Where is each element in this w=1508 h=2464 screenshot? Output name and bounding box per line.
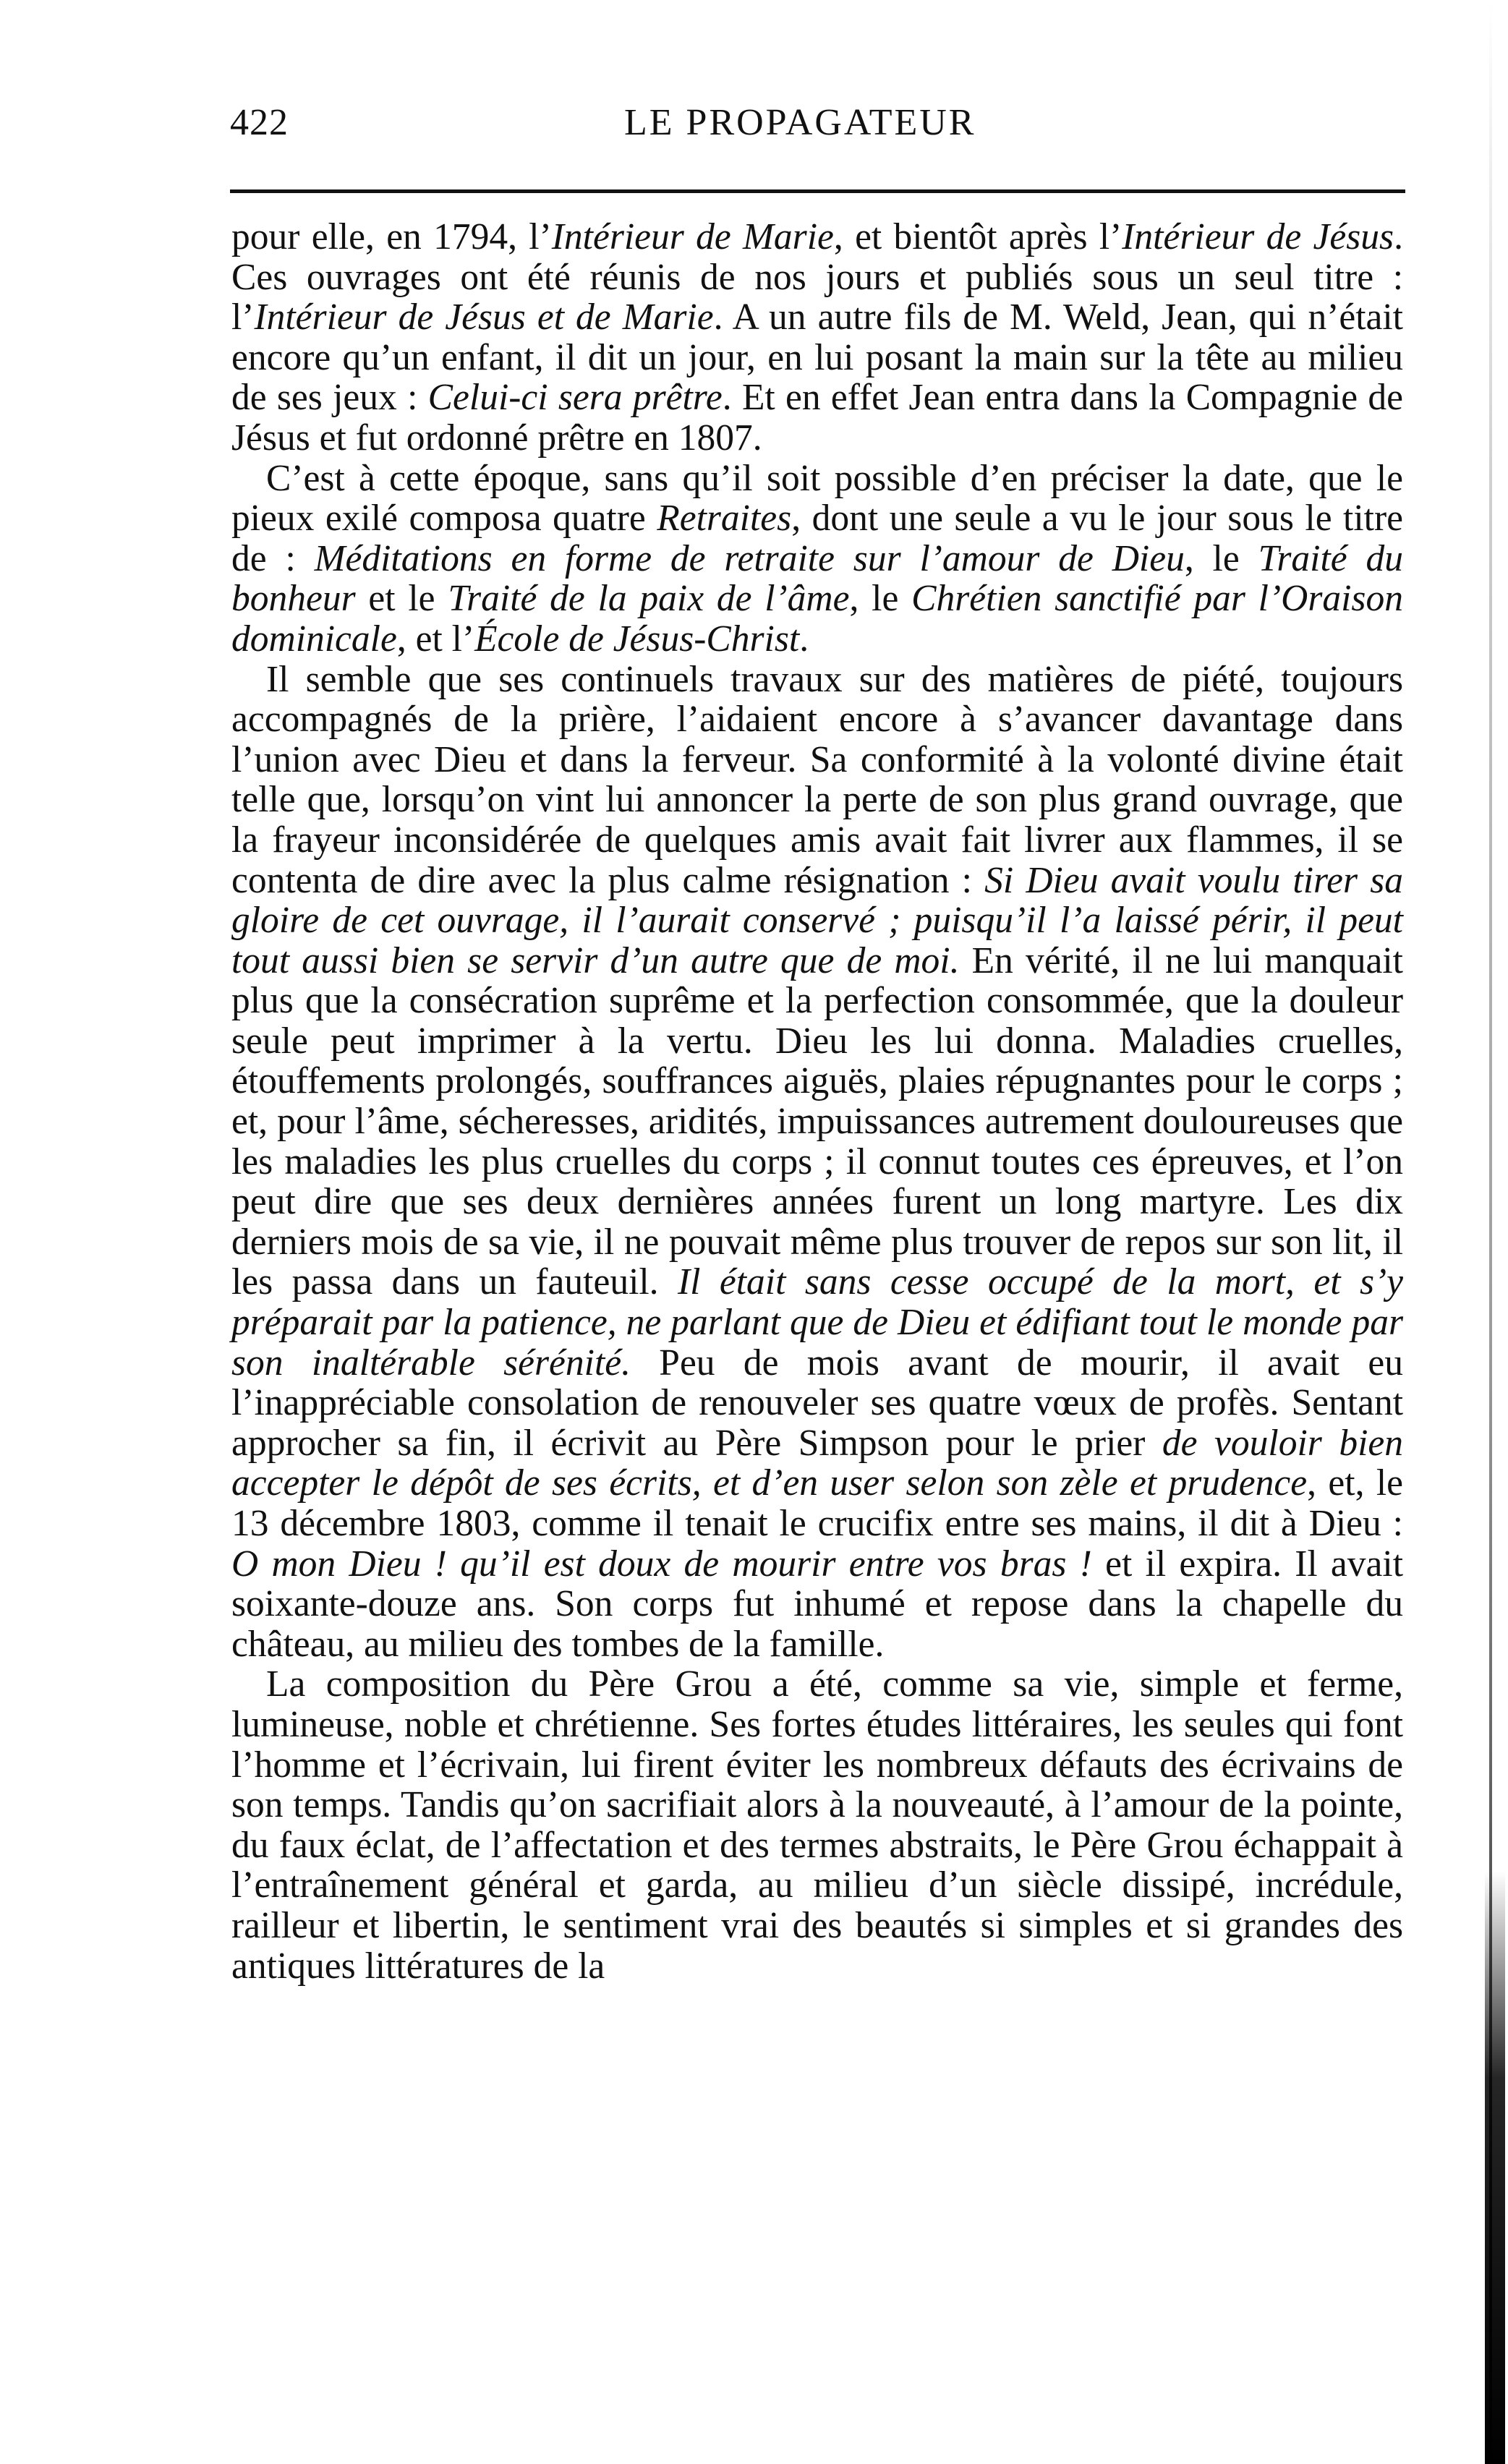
italic-text: Chrétien sanctifié par l’Oraison dominicale <box>231 578 1403 660</box>
text-run: . <box>799 618 809 660</box>
text-run: Peu de mois avant de mourir, il avait eu l’inappréciable consolation de renouveler ses quatre vœux de profès. Sentant approcher sa fin, il écrivit au Père Simpson pour le prier <box>231 1342 1404 1464</box>
page-edge-dark <box>1485 1871 1505 2464</box>
page-edge-shadow <box>1479 0 1508 2464</box>
paragraph <box>231 459 1403 660</box>
running-title: LE PROPAGATEUR <box>624 102 976 143</box>
header-rule <box>230 189 1405 193</box>
italic-text: Traité de la paix de l’âme <box>448 578 850 620</box>
italic-text: Méditations en forme de retraite sur l’amour de Dieu <box>314 537 1185 579</box>
text-run: et le <box>355 578 448 620</box>
italic-text: Retraites <box>657 498 792 540</box>
italic-text: Si Dieu avait voulu tirer sa gloire de cet ouvrage, il l’aurait conservé ; puisqu’il l’a laissé périr, il peut tout aussi bien se servir d’un autre que de moi. <box>231 859 1403 981</box>
body-text <box>231 217 1403 1986</box>
text-run: . Ces ouvrages ont été réunis de nos jours et publiés sous un seul titre : l’ <box>231 216 1403 338</box>
italic-text: Celui-ci sera prêtre <box>427 377 723 419</box>
italic-text: Traité du bonheur <box>231 537 1403 620</box>
text-run: , le <box>849 578 912 620</box>
text-run: et il expira. Il avait soixante-douze ans. Son corps fut inhumé et repose dans la chapelle du château, au milieu des tombes de la famille. <box>231 1543 1403 1665</box>
text-run: , le <box>1184 537 1258 579</box>
paragraph <box>231 1664 1403 1986</box>
italic-text: Intérieur de Jésus et de Marie <box>254 297 714 338</box>
paragraph <box>231 217 1403 459</box>
italic-text: Il était sans cesse occupé de la mort, et s’y préparait par la patience, ne parlant que de Dieu et édifiant tout le monde par son inaltérable sérénité. <box>231 1261 1404 1384</box>
text-run: , dont une seule a vu le jour sous le titre de : <box>231 498 1403 579</box>
text-run: . A un autre fils de M. Weld, Jean, qui n’était encore qu’un enfant, il dit un jour, en lui posant la main sur la tête au milieu de ses jeux : <box>231 297 1403 419</box>
text-run: La composition du Père Grou a été, comme sa vie, simple et ferme, lumineuse, noble et chrétienne. Ses fortes études littéraires, les seules qui font l’homme et l’écrivain, lui firent éviter les nombreux défauts des écrivains de son temps. Tandis qu’on sacrifiait alors à la nouveauté, à l’amour de la pointe, du faux éclat, de l’affectation et des termes abstraits, le Père Grou échappait à l’entraînement général et garda, au milieu d’un siècle dissipé, incrédule, railleur et libertin, le sentiment vrai des beautés si simples et si grandes des antiques littératures de la <box>231 1663 1403 1987</box>
text-run: Il semble que ses continuels travaux sur des matières de piété, toujours accompagnés de la prière, l’aidaient encore à s’avancer davantage dans l’union avec Dieu et dans la ferveur. Sa conformité à la volonté divine était telle que, lorsqu’on vint lui annoncer la perte de son plus grand ouvrage, que la frayeur inconsidérée de quelques amis avait fait livrer aux flammes, il se contenta de dire avec la plus calme résignation : <box>231 658 1403 901</box>
page-header <box>230 101 1402 159</box>
text-run: En vérité, il ne lui manquait plus que la consécration suprême et la perfection consommée, que la douleur seule peut imprimer à la vertu. Dieu les lui donna. Maladies cruelles, étouffements prolongés, souffrances aiguës, plaies répugnantes pour le corps ; et, pour l’âme, sécheresses, aridités, impuissances autrement douloureuses que les maladies les plus cruelles du corps ; il connut toutes ces épreuves, et l’on peut dire que ses deux dernières années furent un long martyre. Les dix derniers mois de sa vie, il ne pouvait même plus trouver de repos sur son lit, il les passa dans un fauteuil. <box>231 939 1403 1303</box>
italic-text: École de Jésus-Christ <box>474 618 800 660</box>
text-run: pour elle, en 1794, l’ <box>231 216 552 257</box>
italic-text: Intérieur de Marie <box>551 216 834 257</box>
page-number: 422 <box>230 102 289 143</box>
text-run: , et, le 13 décembre 1803, comme il tenait le crucifix entre ses mains, il dit à Dieu : <box>231 1462 1403 1544</box>
text-run: . Et en effet Jean entra dans la Compagnie de Jésus et fut ordonné prêtre en 1807. <box>231 377 1404 459</box>
paragraph <box>231 660 1403 1665</box>
italic-text: de vouloir bien accepter le dépôt de ses écrits, et d’en user selon son zèle et prudence <box>231 1422 1403 1504</box>
italic-text: Intérieur de Jésus <box>1122 216 1394 257</box>
text-run: , et bientôt après l’ <box>833 216 1123 257</box>
text-run: , et l’ <box>396 618 475 660</box>
text-run: C’est à cette époque, sans qu’il soit possible d’en préciser la date, que le pieux exilé composa quatre <box>231 457 1403 540</box>
italic-text: O mon Dieu ! qu’il est doux de mourir entre vos bras ! <box>231 1543 1092 1585</box>
